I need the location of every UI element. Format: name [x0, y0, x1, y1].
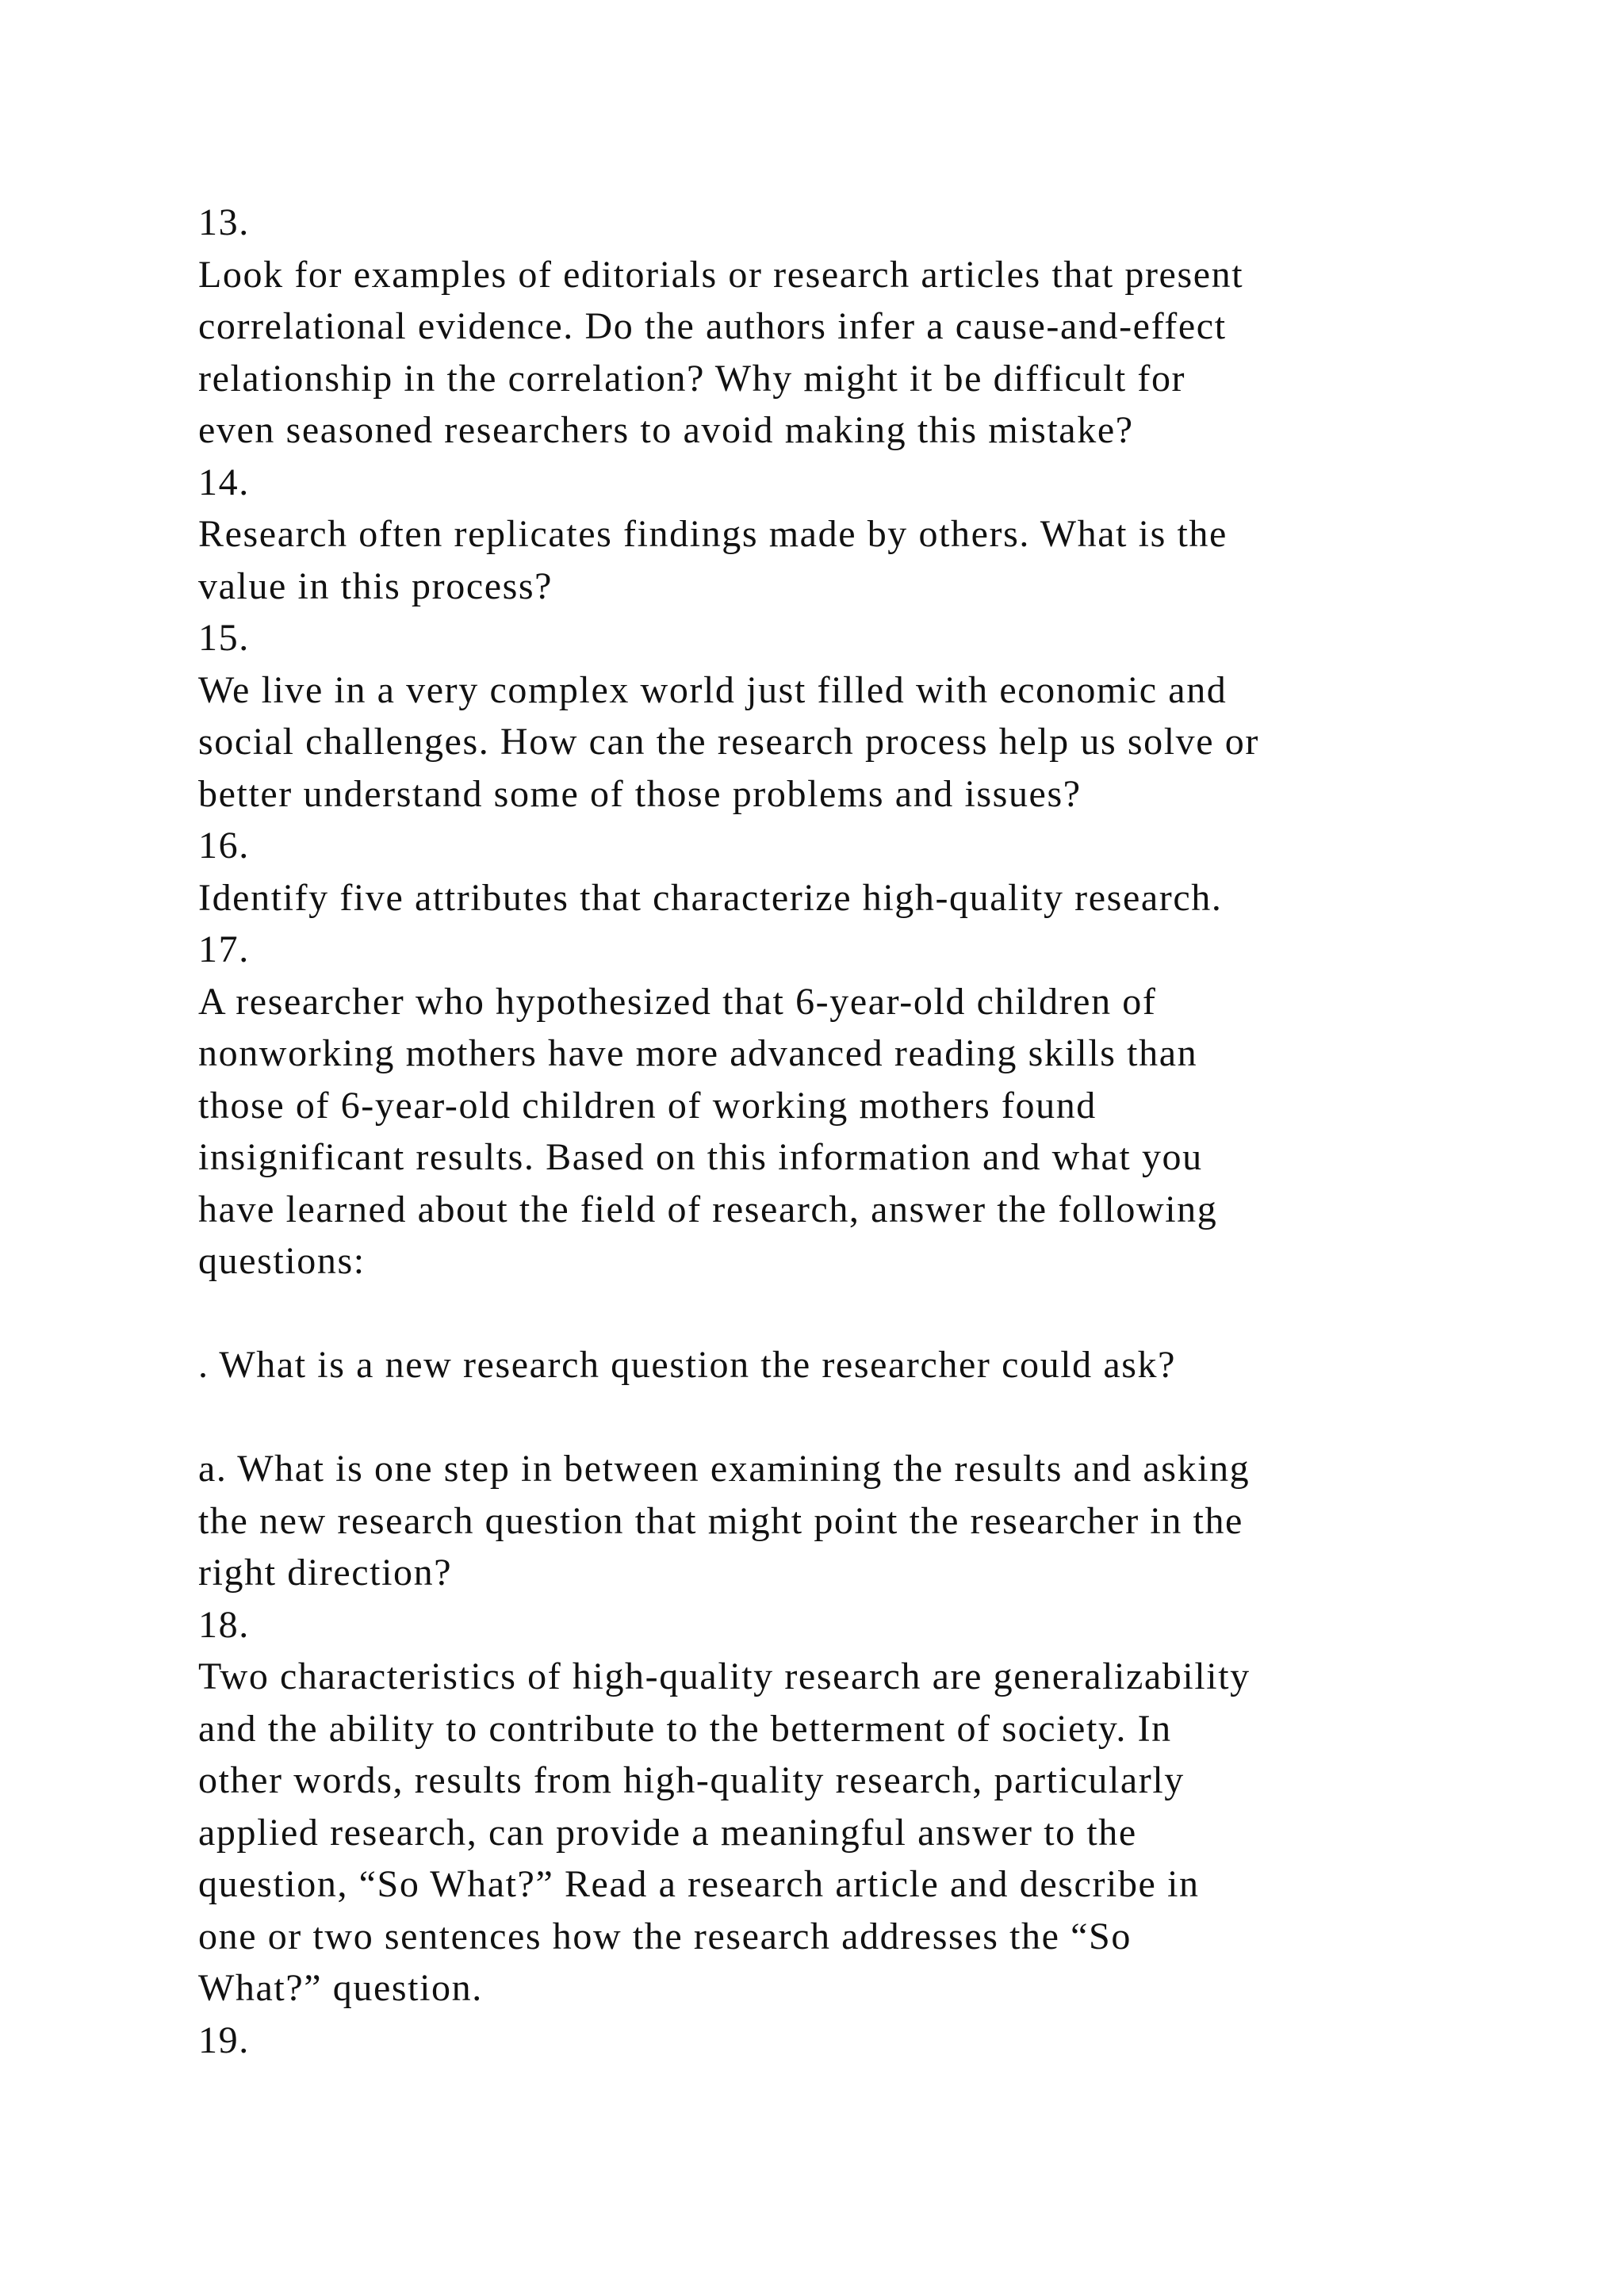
text-line: A researcher who hypothesized that 6-year-old children of: [198, 980, 1157, 1023]
item-number-14: 14.: [198, 461, 250, 503]
item-number-18: 18.: [198, 1603, 250, 1646]
text-line: even seasoned researchers to avoid making this mistake?: [198, 409, 1134, 451]
item-number-16: 16.: [198, 825, 250, 867]
text-line: the new research question that might point the researcher in the: [198, 1499, 1243, 1542]
text-line: applied research, can provide a meaningful answer to the: [198, 1811, 1137, 1854]
document-body: [198, 197, 1467, 2066]
text-line: question, “So What?” Read a research article and describe in: [198, 1863, 1200, 1905]
text-line: one or two sentences how the research addresses the “So: [198, 1915, 1132, 1957]
text-line: social challenges. How can the research process help us solve or: [198, 721, 1259, 763]
item-number-17: 17.: [198, 928, 250, 970]
text-line: insignificant results. Based on this information and what you: [198, 1136, 1203, 1178]
sub-question: a. What is one step in between examining the results and asking: [198, 1448, 1251, 1490]
text-line: value in this process?: [198, 564, 553, 607]
item-number-15: 15.: [198, 617, 250, 659]
item-number-19: 19.: [198, 2019, 250, 2061]
blank-line: [198, 1391, 1467, 1444]
text-line: other words, results from high-quality research, particularly: [198, 1759, 1185, 1801]
text-line: What?” question.: [198, 1967, 483, 2009]
text-line: questions:: [198, 1240, 366, 1282]
text-line: those of 6-year-old children of working mothers found: [198, 1084, 1097, 1127]
text-line: correlational evidence. Do the authors infer a cause-and-effect: [198, 305, 1227, 347]
text-line: and the ability to contribute to the betterment of society. In: [198, 1707, 1172, 1750]
text-line: relationship in the correlation? Why might it be difficult for: [198, 357, 1186, 400]
text-line: We live in a very complex world just filled with economic and: [198, 668, 1228, 711]
text-line: Two characteristics of high-quality research are generalizability: [198, 1655, 1251, 1697]
sub-question: . What is a new research question the researcher could ask?: [198, 1344, 1177, 1386]
text-line: better understand some of those problems and issues?: [198, 772, 1082, 815]
blank-line: [198, 1288, 1467, 1340]
text-line: Look for examples of editorials or research articles that present: [198, 253, 1244, 296]
text-line: have learned about the field of research, answer the following: [198, 1188, 1218, 1230]
item-number-13: 13.: [198, 201, 250, 243]
text-line: Identify five attributes that characterize high-quality research.: [198, 876, 1223, 919]
text-line: nonworking mothers have more advanced reading skills than: [198, 1032, 1198, 1074]
text-line: Research often replicates findings made by others. What is the: [198, 513, 1228, 555]
text-line: right direction?: [198, 1552, 453, 1594]
